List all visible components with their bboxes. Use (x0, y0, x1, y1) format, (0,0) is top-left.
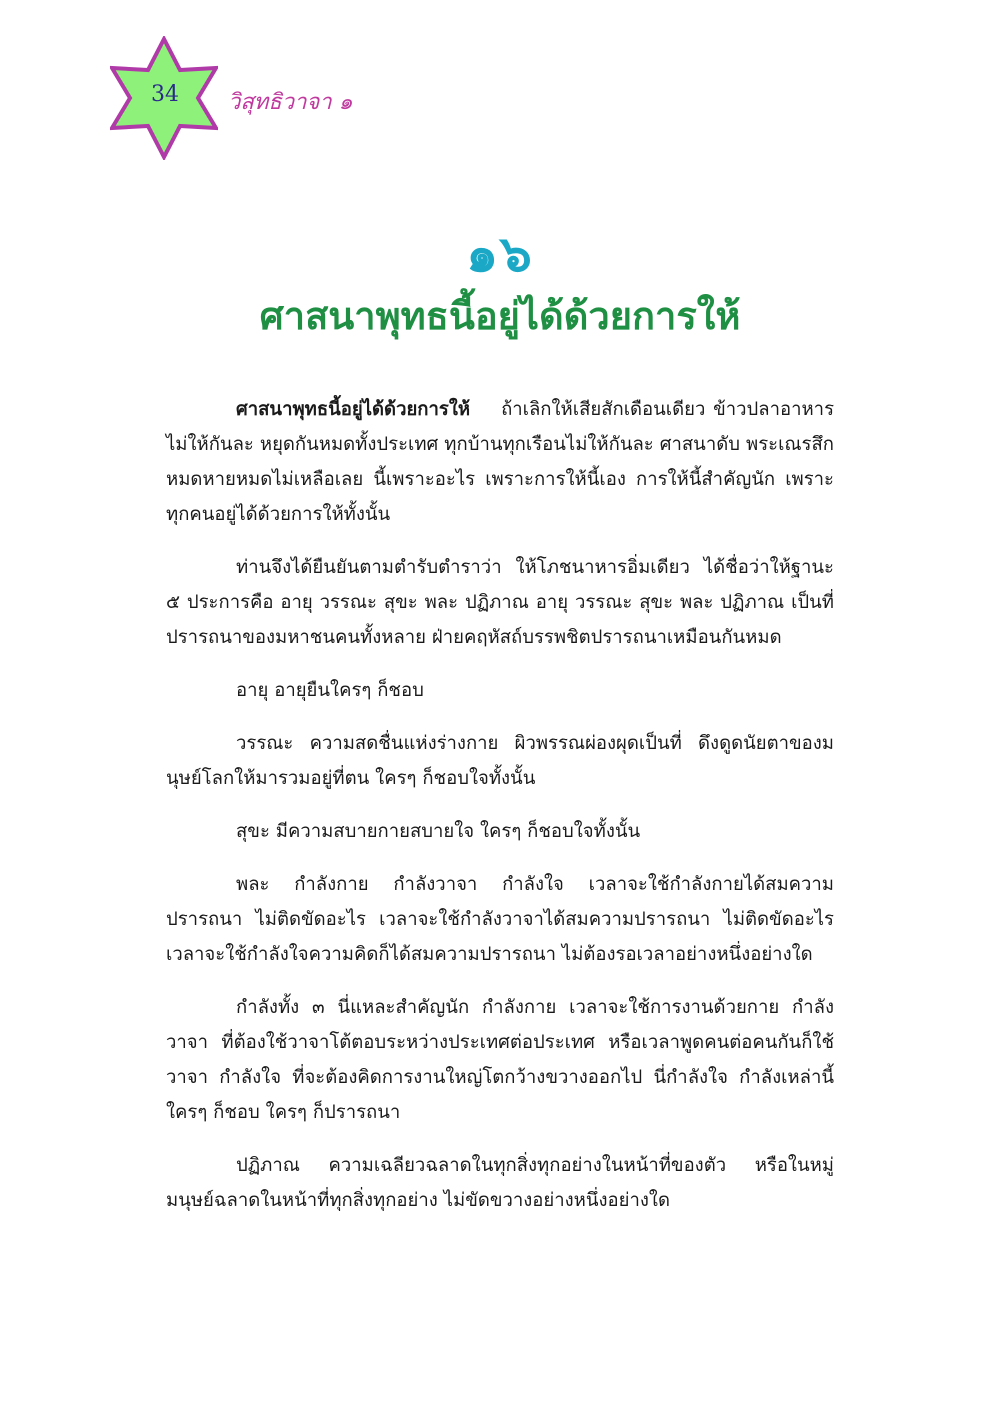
chapter-title: ศาสนาพุทธนี้อยู่ได้ด้วยการให้ (259, 294, 741, 338)
body-text (166, 392, 834, 1236)
series-title: วิสุทธิวาจา ๑ (228, 90, 353, 115)
paragraph: ปฏิภาณ ความเฉลียวฉลาดในทุกสิ่งทุกอย่างในหน้าที่ของตัว หรือในหมู่มนุษย์ฉลาดในหน้าที่ทุกสิ่งทุกอย่าง ไม่ขัดขวางอย่างหนึ่งอย่างใด (166, 1155, 834, 1211)
page-header (110, 36, 510, 166)
paragraph: วรรณะ ความสดชื่นแห่งร่างกาย ผิวพรรณผ่องผุดเป็นที่ ดึงดูดนัยตาของมนุษย์โลกให้มารวมอยู่ที่ตน ใครๆ ก็ชอบใจทั้งนั้น (166, 733, 834, 789)
paragraph: อายุ อายุยืนใครๆ ก็ชอบ (236, 680, 424, 701)
paragraph: กำลังทั้ง ๓ นี่แหละสำคัญนัก กำลังกาย เวลาจะใช้การงานด้วยกาย กำลังวาจา ที่ต้องใช้วาจาโต้ตอบระหว่างประเทศต่อประเทศ หรือเวลาพูดคนต่อคนกันก็ใช้วาจา กำลังใจ ที่จะต้องคิดการงานใหญ่โตกว้างขวางออกไป นี่กำลังใจ กำลังเหล่านี้ใครๆ ก็ชอบ ใครๆ ก็ปรารถนา (166, 997, 834, 1123)
paragraph: ท่านจึงได้ยืนยันตามตำรับตำราว่า ให้โภชนาหารอิ่มเดียว ได้ชื่อว่าให้ฐานะ ๕ ประการคือ อายุ วรรณะ สุขะ พละ ปฏิภาณ อายุ วรรณะ สุขะ พละ ปฏิภาณ เป็นที่ปรารถนาของมหาชนคนทั้งหลาย ฝ่ายคฤหัสถ์บรรพชิตปรารถนาเหมือนกันหมด (166, 557, 834, 648)
paragraph-text: ถ้าเลิกให้เสียสักเดือนเดียว ข้าวปลาอาหารไม่ให้กันละ หยุดกันหมดทั้งประเทศ ทุกบ้านทุกเรือนไม่ให้กันละ ศาสนาดับ พระเณรสึกหมดหายหมดไม่เหลือเลย นี้เพราะอะไร เพราะการให้นี้เอง การให้นี้สำคัญนัก เพราะทุกคนอยู่ได้ด้วยการให้ทั้งนั้น (166, 399, 835, 525)
page-number: 34 (151, 82, 179, 107)
paragraph-lead: ศาสนาพุทธนี้อยู่ได้ด้วยการให้ (236, 399, 471, 420)
paragraph (166, 392, 834, 532)
paragraph: พละ กำลังกาย กำลังวาจา กำลังใจ เวลาจะใช้กำลังกายได้สมความปรารถนา ไม่ติดขัดอะไร เวลาจะใช้กำลังวาจาได้สมความปรารถนา ไม่ติดขัดอะไร เวลาจะใช้กำลังใจความคิดก็ได้สมความปรารถนา ไม่ต้องรอเวลาอย่างหนึ่งอย่างใด (166, 874, 834, 965)
chapter-number: ๑๖ (466, 225, 534, 283)
paragraph: สุขะ มีความสบายกายสบายใจ ใครๆ ก็ชอบใจทั้งนั้น (236, 821, 641, 842)
